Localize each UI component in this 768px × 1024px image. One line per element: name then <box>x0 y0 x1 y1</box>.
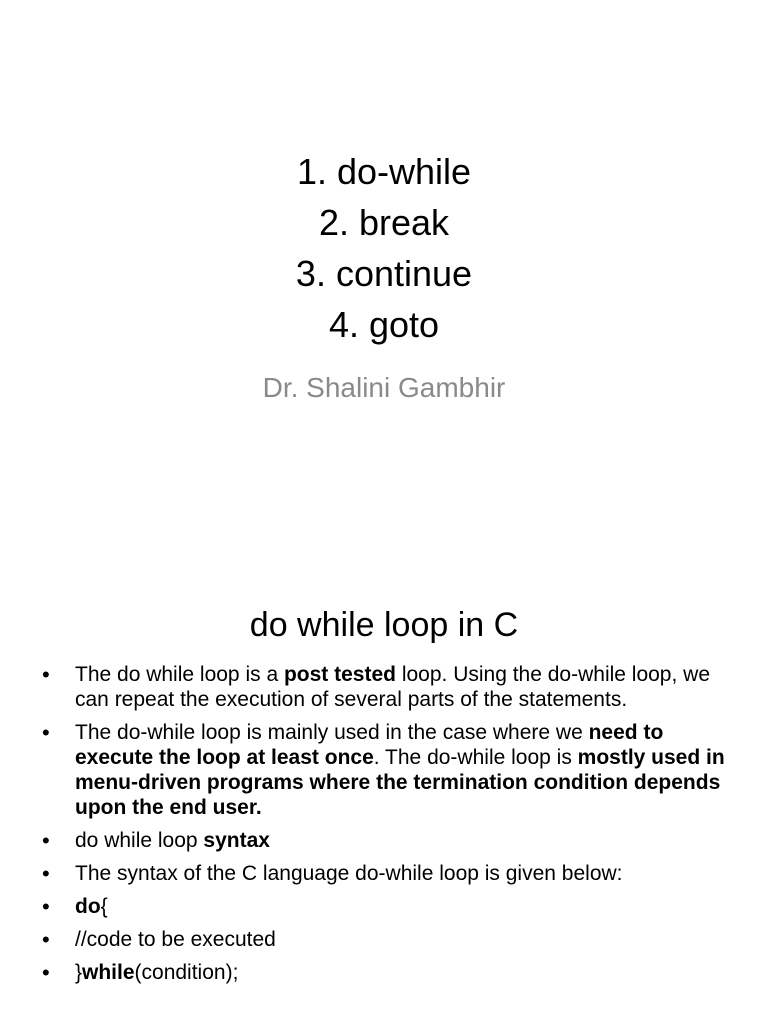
bullet-list <box>40 662 730 993</box>
bullet-text-bold: while <box>82 961 135 984</box>
title-line-1: 1. do-while <box>296 151 472 192</box>
slide-heading: do while loop in C <box>249 606 519 644</box>
title-line-3: 3. continue <box>295 253 473 294</box>
slide-do-while <box>0 512 768 1024</box>
bullet-text-bold: need to execute the loop at least once <box>75 721 664 769</box>
bullet-item <box>40 662 730 712</box>
slide-title-list <box>0 146 768 350</box>
bullet-text: The do-while loop is mainly used in the case where we <box>75 721 589 744</box>
bullet-item <box>40 894 730 919</box>
bullet-text: } <box>75 961 83 984</box>
bullet-text: (condition); <box>134 961 239 984</box>
bullet-text: The do while loop is a <box>75 663 284 686</box>
bullet-marker: • <box>42 960 50 985</box>
bullet-marker: • <box>42 662 50 687</box>
bullet-text-bold: post tested <box>283 663 396 686</box>
bullet-item <box>40 960 730 985</box>
bullet-marker: • <box>42 828 50 853</box>
bullet-marker: • <box>42 927 50 952</box>
title-line-4: 4. goto <box>328 304 440 345</box>
bullet-item <box>40 861 730 886</box>
bullet-text-bold: mostly used in menu-driven programs where the termination condition depends upon the end user. <box>75 746 725 819</box>
bullet-marker: • <box>42 720 50 745</box>
bullet-text: //code to be executed <box>75 928 276 951</box>
bullet-marker: • <box>42 861 50 886</box>
bullet-text-bold: syntax <box>203 829 270 852</box>
bullet-text: do while loop <box>75 829 204 852</box>
bullet-marker: • <box>42 894 50 919</box>
title-line-2: 2. break <box>318 202 450 243</box>
bullet-text-bold: do <box>75 895 101 918</box>
bullet-text: The syntax of the C language do-while loop is given below: <box>75 862 623 885</box>
bullet-item <box>40 720 730 820</box>
bullet-text: loop. Using the do-while loop, we can repeat the execution of several parts of the statements. <box>75 663 710 711</box>
bullet-item <box>40 927 730 952</box>
author-name: Dr. Shalini Gambhir <box>262 372 506 403</box>
bullet-item <box>40 828 730 853</box>
bullet-text: . The do-while loop is <box>373 746 578 769</box>
bullet-text: { <box>100 895 108 918</box>
